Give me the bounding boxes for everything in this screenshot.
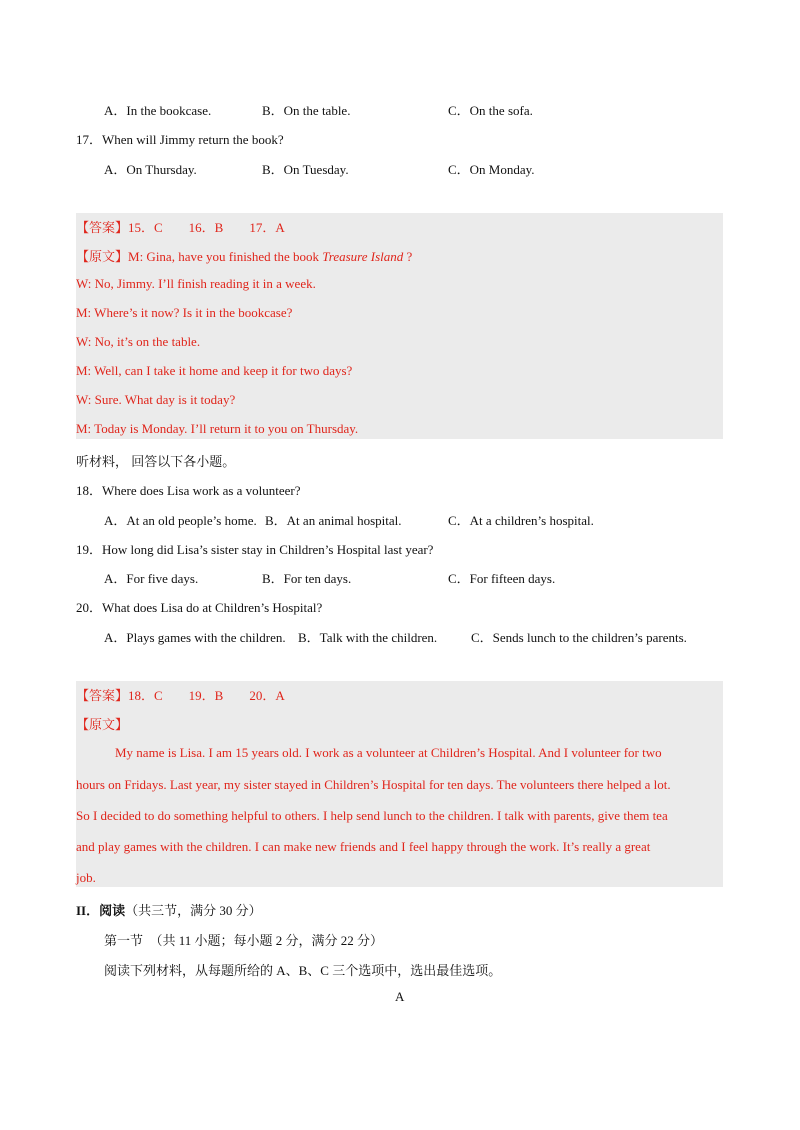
q20-option-b: B．Talk with the children. [298, 630, 438, 645]
q20-question: 20．What does Lisa do at Children’s Hospital? [76, 600, 323, 615]
answer-tag: 【答案】 [76, 220, 129, 235]
book-title: Treasure Island [322, 249, 404, 264]
reading-directions: 阅读下列材料，从每题所给的 A、B、C 三个选项中，选出最佳选项。 [104, 963, 502, 978]
section-heading [76, 900, 262, 919]
q17-option-a: A．On Thursday. [104, 162, 197, 177]
script-line: W: No, it’s on the table. [76, 334, 201, 349]
script-paragraph-line: So I decided to do something helpful to others. I help send lunch to the children. I talk with parents, give them tea [76, 808, 668, 823]
q20-option-c: C．Sends lunch to the children’s parents. [471, 630, 687, 645]
answer-tag: 【答案】 [76, 688, 129, 703]
section-note: （共三节，满分 30 分） [125, 903, 262, 918]
answer-keys: 18．C 19．B 20．A [128, 688, 285, 703]
script-first-line [76, 246, 412, 265]
answer-line-1 [76, 217, 285, 236]
q18-option-b: B．At an animal hospital. [265, 513, 402, 528]
q19-question: 19．How long did Lisa’s sister stay in Children’s Hospital last year? [76, 542, 434, 557]
script-paragraph-line: job. [76, 870, 96, 885]
q16-option-b: B．On the table. [262, 103, 351, 118]
script-paragraph-line: hours on Fridays. Last year, my sister stayed in Children’s Hospital for ten days. The volunteers there helped a lot. [76, 777, 671, 792]
q19-option-a: A．For five days. [104, 571, 199, 586]
passage-label: A [395, 989, 405, 1004]
script-line: M: Well, can I take it home and keep it for two days? [76, 363, 353, 378]
q20-option-a: A．Plays games with the children. [104, 630, 286, 645]
q17-option-b: B．On Tuesday. [262, 162, 349, 177]
part-one-heading: 第一节 （共 11 小题；每小题 2 分，满分 22 分） [104, 933, 384, 948]
q18-option-c: C．At a children’s hospital. [448, 513, 594, 528]
q19-option-c: C．For fifteen days. [448, 571, 556, 586]
q19-option-b: B．For ten days. [262, 571, 352, 586]
script-tag: 【原文】 [76, 249, 129, 264]
q18-option-a: A．At an old people’s home. [104, 513, 257, 528]
q17-option-c: C．On Monday. [448, 162, 535, 177]
script-line: W: Sure. What day is it today? [76, 392, 236, 407]
q17-question: 17．When will Jimmy return the book? [76, 132, 284, 147]
script-paragraph-line: My name is Lisa. I am 15 years old. I work as a volunteer at Children’s Hospital. And I volunteer for two [115, 745, 662, 760]
q16-option-a: A．In the bookcase. [104, 103, 212, 118]
script-tag: 【原文】 [76, 717, 129, 732]
script-paragraph-line: and play games with the children. I can make new friends and I feel happy through the work. It’s really a great [76, 839, 651, 854]
script-line: W: No, Jimmy. I’ll finish reading it in a week. [76, 276, 316, 291]
script-line: M: Where’s it now? Is it in the bookcase? [76, 305, 293, 320]
answer-keys: 15．C 16．B 17．A [128, 220, 285, 235]
listening-instruction: 听材料， 回答以下各小题。 [76, 454, 236, 469]
script-line: M: Today is Monday. I’ll return it to you on Thursday. [76, 421, 359, 436]
script-line-text: M: Gina, have you finished the book [128, 249, 323, 264]
q16-option-c: C．On the sofa. [448, 103, 533, 118]
q18-question: 18．Where does Lisa work as a volunteer? [76, 483, 301, 498]
section-title: II．阅读 [76, 903, 126, 918]
answer-line-2 [76, 685, 285, 704]
script-line-end: ? [403, 249, 413, 264]
